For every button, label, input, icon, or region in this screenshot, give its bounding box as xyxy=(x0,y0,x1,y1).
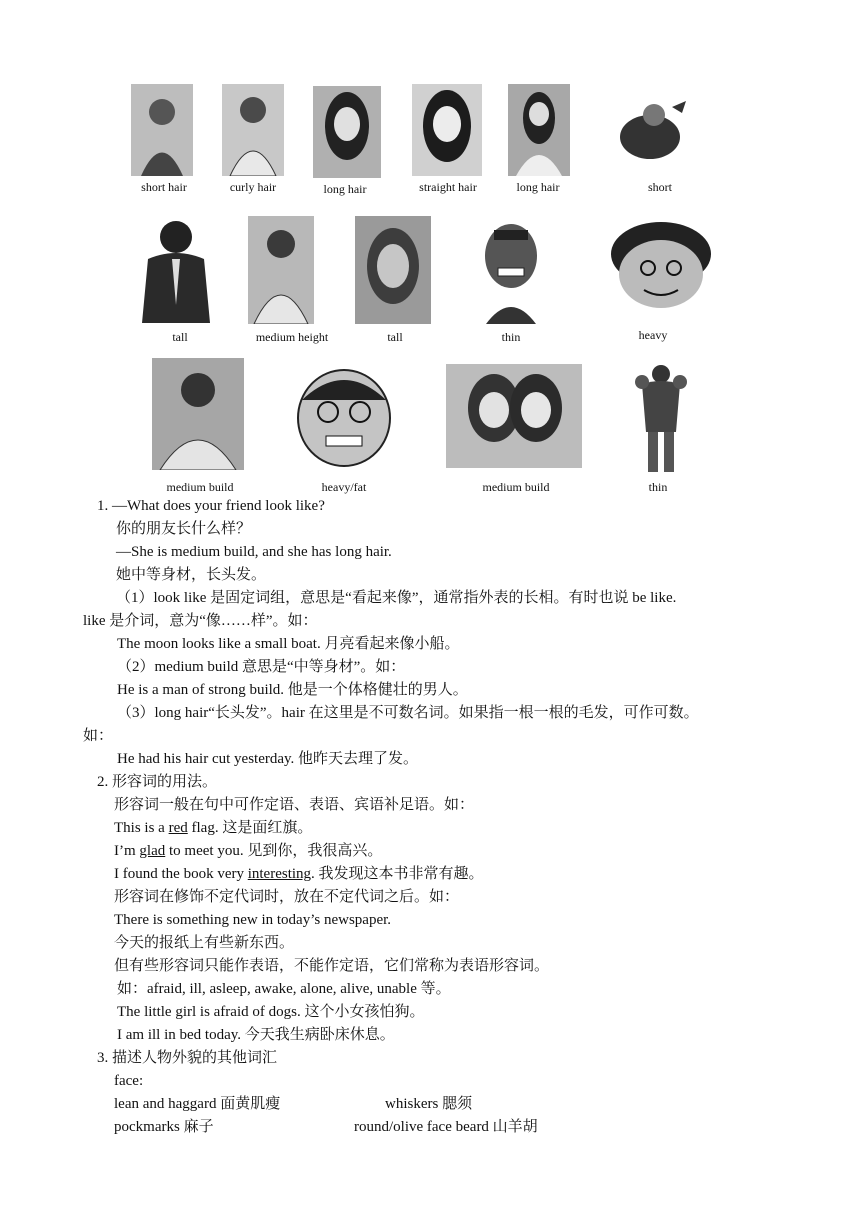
note-3-line-2: 如： xyxy=(83,728,114,744)
s3-face-label: face: xyxy=(114,1073,144,1089)
note-2-example: He is a man of strong build. 他是一个体格健壮的男人。 xyxy=(117,682,468,698)
s1-chinese-question: 你的朋友长什么样？ xyxy=(116,521,252,537)
caption-medium-build-1: medium build xyxy=(166,480,234,494)
photo-straight-hair xyxy=(412,84,482,176)
photo-tall-1 xyxy=(134,215,218,323)
s2-word-list: 如：afraid, ill, asleep, awake, alone, alive, unable 等。 xyxy=(117,981,451,997)
caption-curly-hair: curly hair xyxy=(229,180,277,194)
caption-short-hair: short hair xyxy=(141,180,187,194)
section-3-title: 3. 描述人物外貌的其他词汇 xyxy=(97,1050,278,1066)
s2-example-4-en: There is something new in today’s newspaper. xyxy=(114,912,392,928)
vocab-round-olive-face-beard: round/olive face beard 山羊胡 xyxy=(354,1119,538,1135)
vocab-whiskers: whiskers 腮须 xyxy=(385,1096,473,1112)
photo-medium-build-1 xyxy=(152,358,244,470)
note-1-line-1: （1）look like 是固定词组，意思是“看起来像”，通常指外表的长相。有时也说 be like. xyxy=(116,590,677,606)
s2-example-2: I’m glad to meet you. 见到你，我很高兴。 xyxy=(114,843,383,859)
photo-short-hair xyxy=(131,84,193,176)
section-1-title: 1. —What does your friend look like? xyxy=(97,498,325,514)
caption-heavy: heavy xyxy=(638,328,668,342)
underlined-word-glad: glad xyxy=(139,843,166,859)
vocab-lean-and-haggard: lean and haggard 面黄肌瘦 xyxy=(114,1096,281,1112)
photo-curly-hair xyxy=(222,84,284,176)
photo-heavy-fat xyxy=(290,360,398,476)
s1-chinese-answer: 她中等身材，长头发。 xyxy=(116,567,267,583)
caption-heavy-fat: heavy/fat xyxy=(321,480,367,494)
section-2-title: 2. 形容词的用法。 xyxy=(97,774,218,790)
caption-thin: thin xyxy=(501,330,521,344)
photo-medium-build-2 xyxy=(446,364,582,468)
s2-example-4-cn: 今天的报纸上有些新东西。 xyxy=(114,935,295,951)
photo-thin-2 xyxy=(632,360,690,476)
photo-short xyxy=(602,95,700,175)
photo-tall-2 xyxy=(355,216,431,324)
caption-tall-2: tall xyxy=(387,330,403,344)
s2-paragraph-2: 形容词在修饰不定代词时，放在不定代词之后。如： xyxy=(114,889,460,905)
s2-intro: 形容词一般在句中可作定语、表语、宾语补足语。如： xyxy=(114,797,475,813)
s2-paragraph-3: 但有些形容词只能作表语，不能作定语，它们常称为表语形容词。 xyxy=(114,958,550,974)
photo-long-hair-2 xyxy=(508,84,570,176)
underlined-word-interesting: interesting xyxy=(247,866,312,882)
s1-english-answer: —She is medium build, and she has long hair. xyxy=(116,544,392,560)
caption-medium-build-2: medium build xyxy=(482,480,550,494)
caption-long-hair-1: long hair xyxy=(323,182,367,196)
note-1-line-2: like 是介词，意为“像……样”。如： xyxy=(83,613,318,629)
photo-medium-height xyxy=(248,216,314,324)
s2-example-6: I am ill in bed today. 今天我生病卧床休息。 xyxy=(117,1027,395,1043)
s2-example-1: This is a red flag. 这是面红旗。 xyxy=(114,820,313,836)
caption-thin-2: thin xyxy=(648,480,668,494)
note-2: （2）medium build 意思是“中等身材”。如： xyxy=(117,659,406,675)
caption-medium-height: medium height xyxy=(255,330,329,344)
caption-tall-1: tall xyxy=(172,330,188,344)
s2-example-3: I found the book very interesting. 我发现这本书非常有趣。 xyxy=(114,866,484,882)
photo-heavy xyxy=(592,214,730,324)
caption-long-hair-2: long hair xyxy=(516,180,560,194)
note-3-line-1: （3）long hair“长头发”。hair 在这里是不可数名词。如果指一根一根的毛发，可作可数。 xyxy=(117,705,699,721)
note-1-example: The moon looks like a small boat. 月亮看起来像小船。 xyxy=(117,636,460,652)
s2-example-5: The little girl is afraid of dogs. 这个小女孩怕狗。 xyxy=(117,1004,425,1020)
caption-straight-hair: straight hair xyxy=(419,180,477,194)
photo-long-hair-1 xyxy=(313,86,381,178)
note-3-example: He had his hair cut yesterday. 他昨天去理了发。 xyxy=(117,751,419,767)
photo-thin xyxy=(472,212,550,324)
vocab-pockmarks: pockmarks 麻子 xyxy=(114,1119,214,1135)
underlined-word-red: red xyxy=(168,820,188,836)
caption-short: short xyxy=(648,180,672,194)
